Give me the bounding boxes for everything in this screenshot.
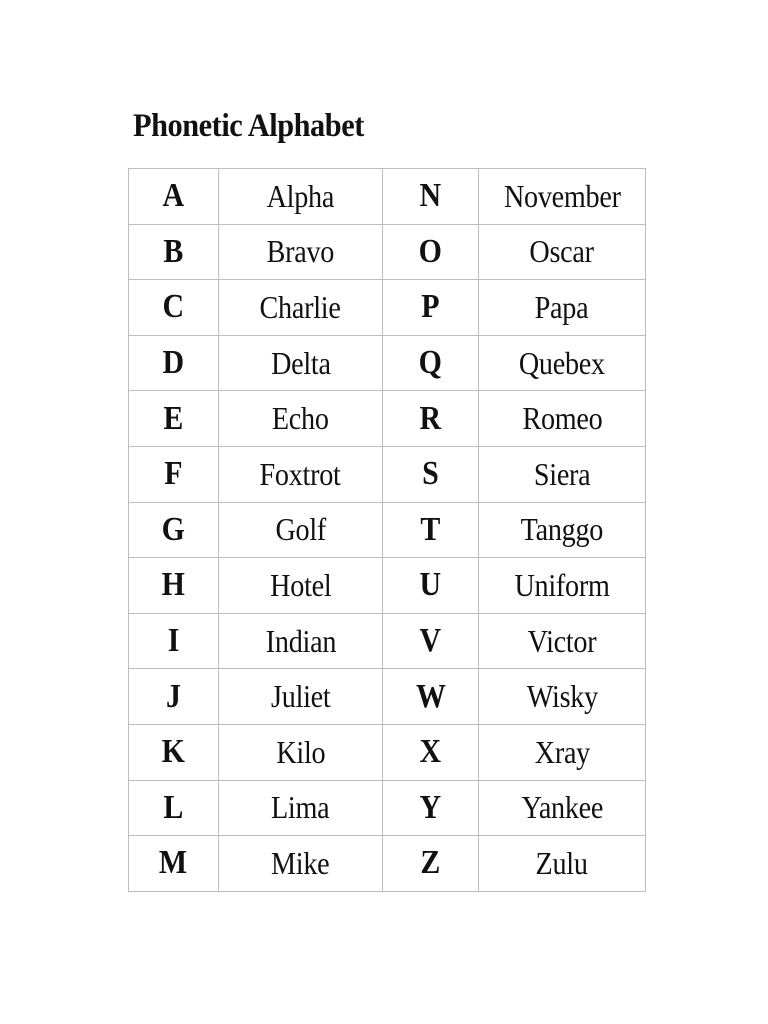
word-cell <box>219 446 383 502</box>
word-cell <box>479 446 646 502</box>
word-cell <box>219 224 383 280</box>
code-word: Xray <box>534 733 590 770</box>
code-word: Mike <box>271 844 330 881</box>
word-cell <box>219 391 383 447</box>
page-title: Phonetic Alphabet <box>133 108 364 144</box>
code-word: Alpha <box>266 177 335 214</box>
word-cell <box>219 669 383 725</box>
letter: Y <box>419 788 442 826</box>
code-word: Quebex <box>519 344 605 381</box>
letter: L <box>163 788 184 826</box>
letter-cell <box>129 780 219 836</box>
code-word: Bravo <box>266 233 335 270</box>
code-word: Echo <box>272 400 329 437</box>
letter: R <box>419 399 442 437</box>
letter: O <box>418 232 443 270</box>
table-row <box>129 335 646 391</box>
code-word: Kilo <box>275 733 326 770</box>
letter: Q <box>418 344 443 382</box>
letter-cell <box>129 169 219 225</box>
table-row <box>129 836 646 892</box>
table-row <box>129 391 646 447</box>
letter-cell <box>383 335 479 391</box>
table-row <box>129 169 646 225</box>
letter: F <box>164 455 183 493</box>
letter: E <box>163 399 184 437</box>
letter-cell <box>383 169 479 225</box>
table-row <box>129 558 646 614</box>
code-word: Uniform <box>514 566 610 603</box>
word-cell <box>219 780 383 836</box>
letter-cell <box>383 836 479 892</box>
word-cell <box>479 836 646 892</box>
code-word: Siera <box>533 455 591 492</box>
letter-cell <box>383 613 479 669</box>
letter: D <box>162 344 185 382</box>
letter: C <box>162 288 185 326</box>
letter: A <box>162 177 185 215</box>
word-cell <box>479 280 646 336</box>
letter-cell <box>383 224 479 280</box>
table-row <box>129 780 646 836</box>
code-word: Zulu <box>535 844 589 881</box>
letter: X <box>419 733 442 771</box>
letter: Z <box>420 844 441 882</box>
code-word: Hotel <box>269 566 332 603</box>
table-body <box>129 169 646 892</box>
word-cell <box>219 558 383 614</box>
word-cell <box>479 669 646 725</box>
word-cell <box>479 335 646 391</box>
letter-cell <box>129 669 219 725</box>
code-word: Tanggo <box>520 511 604 548</box>
word-cell <box>219 502 383 558</box>
table-row <box>129 446 646 502</box>
table-row <box>129 669 646 725</box>
letter-cell <box>129 280 219 336</box>
letter: G <box>161 510 186 548</box>
letter-cell <box>129 502 219 558</box>
code-word: Indian <box>265 622 336 659</box>
word-cell <box>219 836 383 892</box>
word-cell <box>479 391 646 447</box>
letter: M <box>159 844 188 882</box>
letter-cell <box>383 724 479 780</box>
letter: W <box>415 677 446 715</box>
code-word: Foxtrot <box>259 455 342 492</box>
letter-cell <box>383 780 479 836</box>
code-word: Oscar <box>529 233 595 270</box>
letter: S <box>422 455 439 493</box>
letter-cell <box>129 558 219 614</box>
word-cell <box>479 502 646 558</box>
letter-cell <box>383 669 479 725</box>
table-row <box>129 502 646 558</box>
letter: U <box>419 566 442 604</box>
code-word: Wisky <box>526 678 598 715</box>
code-word: Delta <box>270 344 331 381</box>
word-cell <box>219 613 383 669</box>
letter: P <box>421 288 440 326</box>
code-word: Lima <box>271 789 330 826</box>
table-row <box>129 724 646 780</box>
word-cell <box>479 224 646 280</box>
letter-cell <box>383 502 479 558</box>
letter-cell <box>383 391 479 447</box>
table-row <box>129 613 646 669</box>
table-row <box>129 280 646 336</box>
letter-cell <box>129 335 219 391</box>
letter: I <box>167 622 180 660</box>
letter: V <box>419 622 442 660</box>
code-word: Juliet <box>270 678 331 715</box>
letter-cell <box>129 391 219 447</box>
word-cell <box>219 169 383 225</box>
letter: H <box>161 566 186 604</box>
word-cell <box>479 169 646 225</box>
code-word: Charlie <box>259 288 342 325</box>
code-word: Golf <box>275 511 326 548</box>
word-cell <box>219 335 383 391</box>
letter: N <box>419 177 442 215</box>
letter-cell <box>383 280 479 336</box>
letter-cell <box>129 836 219 892</box>
letter: B <box>163 232 184 270</box>
letter-cell <box>129 446 219 502</box>
word-cell <box>479 724 646 780</box>
letter: K <box>161 733 186 771</box>
code-word: Papa <box>535 288 589 325</box>
word-cell <box>219 724 383 780</box>
word-cell <box>479 780 646 836</box>
letter: T <box>420 510 441 548</box>
code-word: Victor <box>527 622 597 659</box>
word-cell <box>479 558 646 614</box>
letter: J <box>166 677 181 715</box>
code-word: November <box>503 177 621 214</box>
code-word: Yankee <box>521 789 603 826</box>
code-word: Romeo <box>521 400 603 437</box>
letter-cell <box>129 224 219 280</box>
word-cell <box>219 280 383 336</box>
letter-cell <box>383 558 479 614</box>
table-row <box>129 224 646 280</box>
letter-cell <box>129 724 219 780</box>
letter-cell <box>129 613 219 669</box>
phonetic-alphabet-table <box>128 168 646 892</box>
letter-cell <box>383 446 479 502</box>
word-cell <box>479 613 646 669</box>
